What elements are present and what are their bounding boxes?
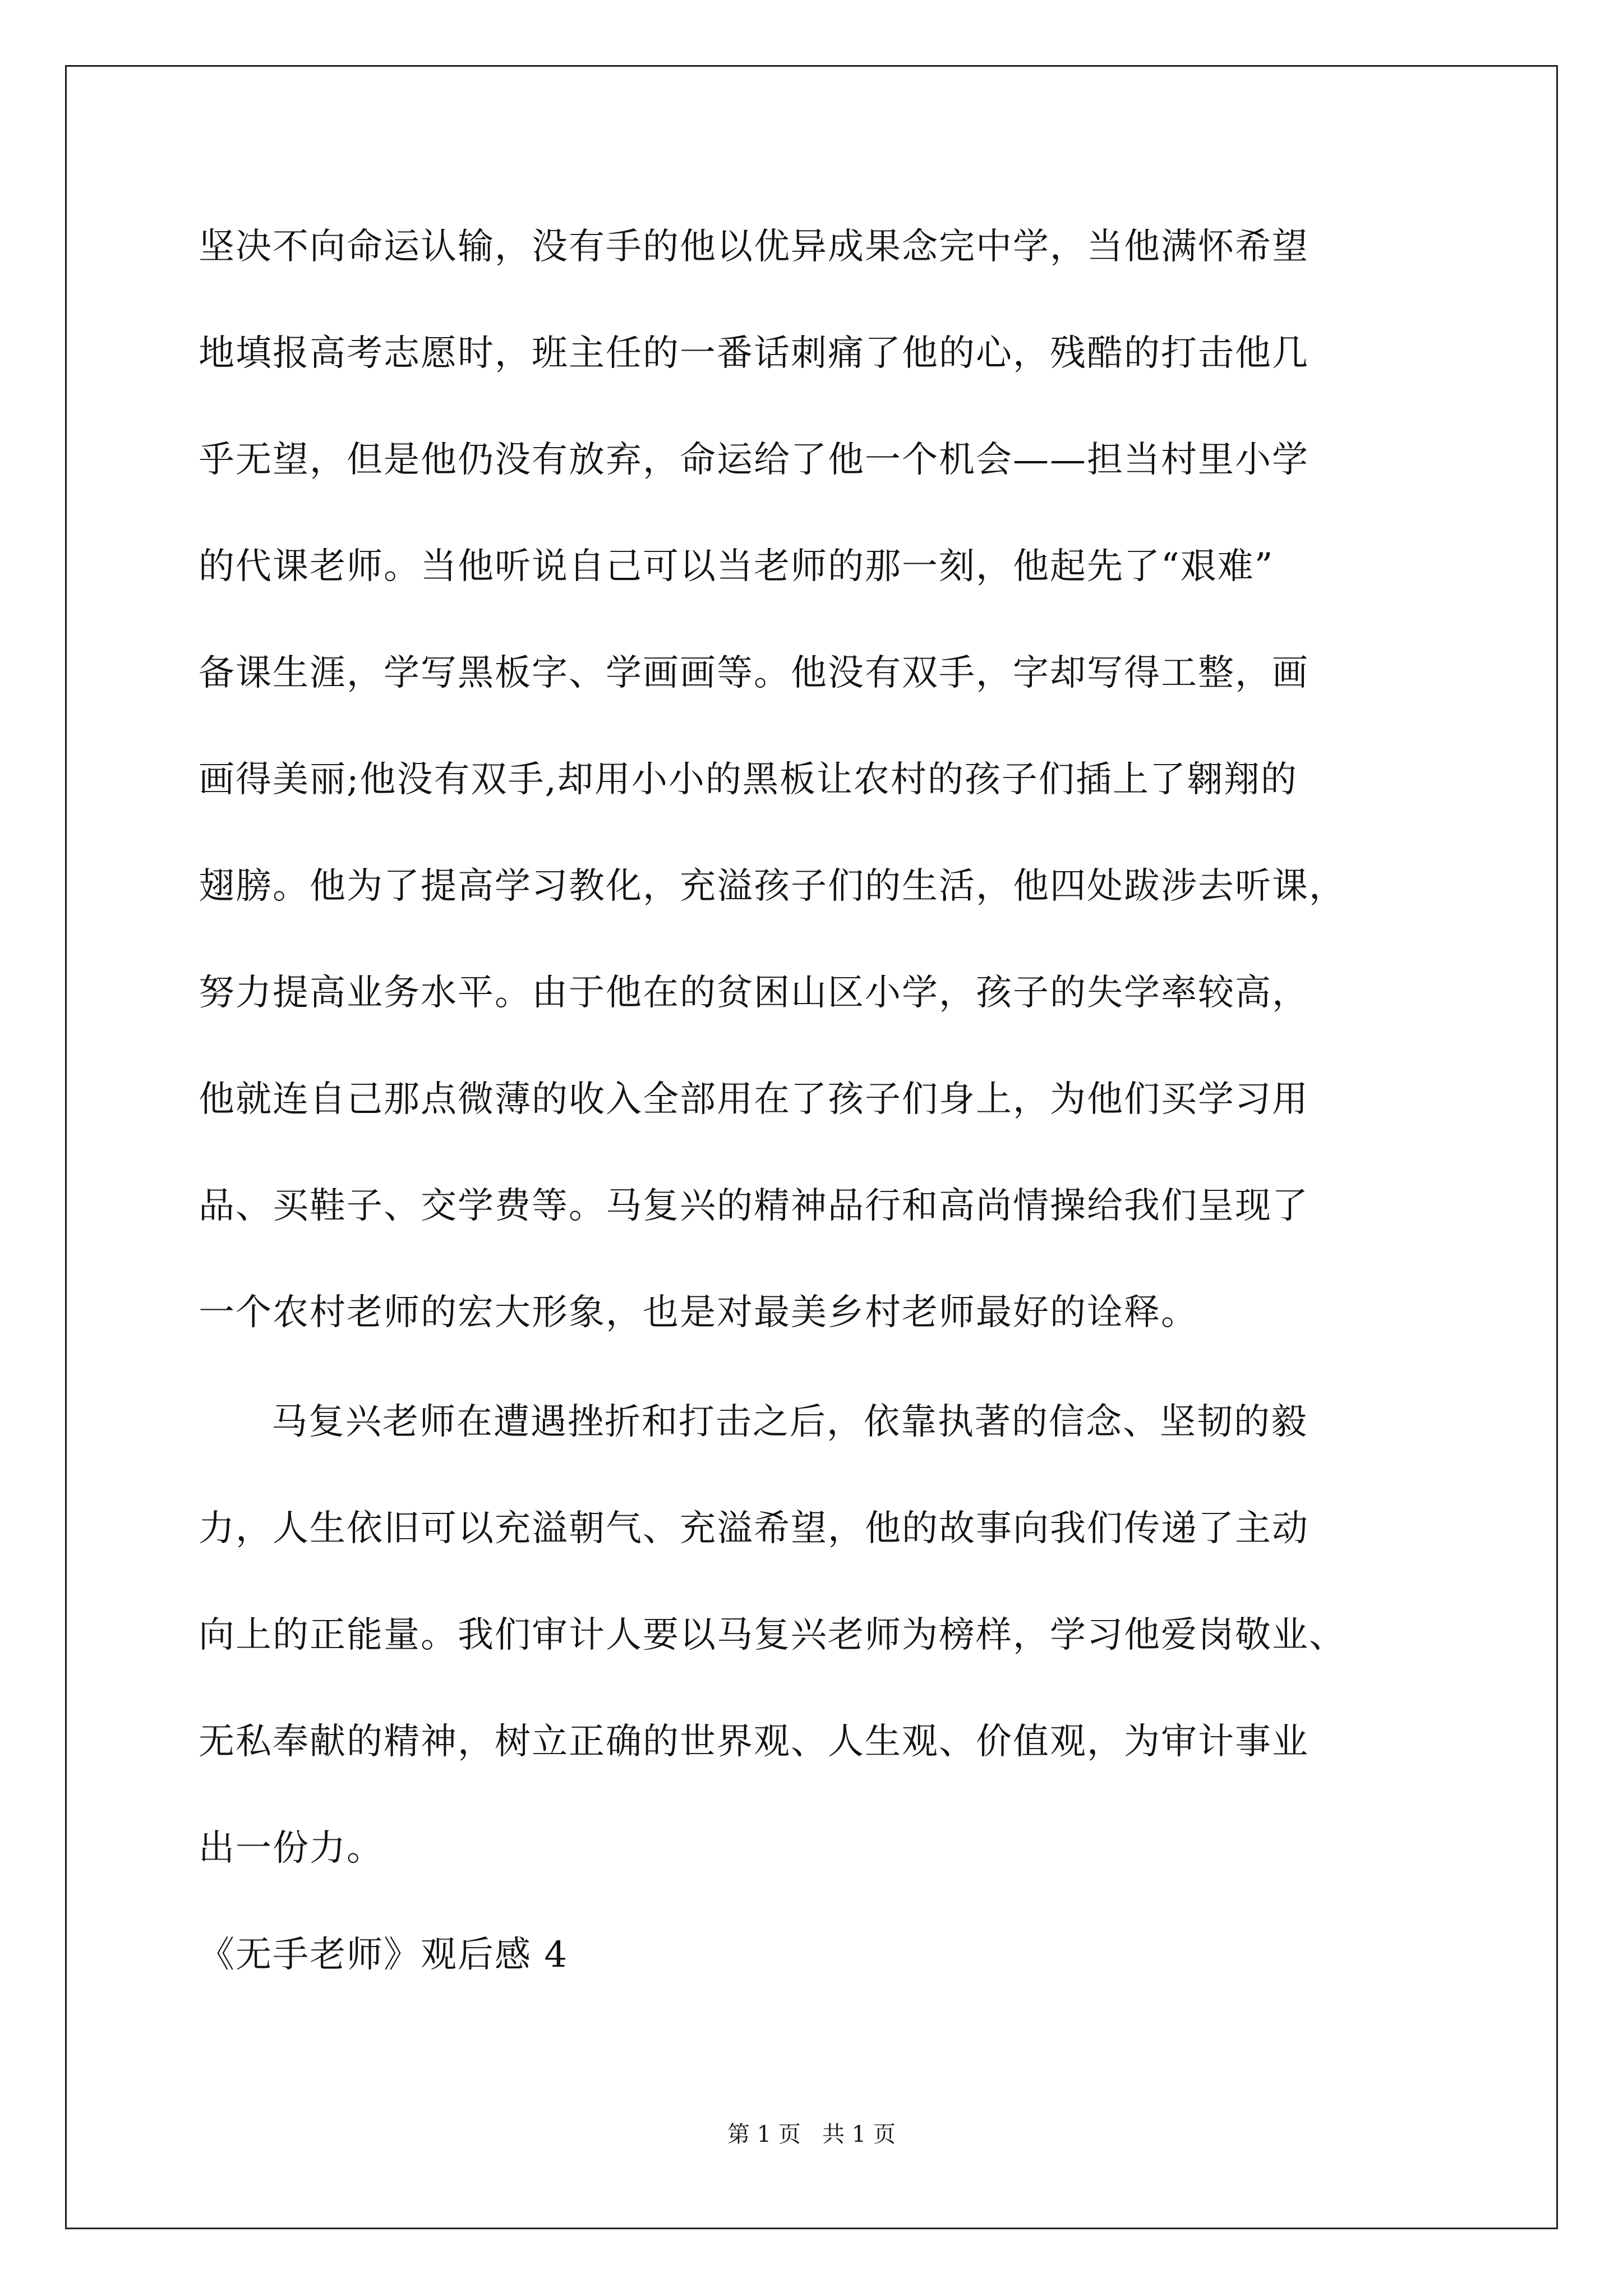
- body-line-8: 努力提高业务水平。由于他在的贫困山区小学，孩子的失学率较高，: [199, 972, 1309, 1014]
- body-line-7: 翅膀。他为了提高学习教化，充溢孩子们的生活，他四处跋涉去听课，: [199, 866, 1346, 907]
- body-line-5: 备课生涯，学写黑板字、学画画等。他没有双手，字却写得工整，画: [199, 652, 1309, 694]
- body-line-3: 乎无望，但是他仍没有放弃，命运给了他一个机会——担当村里小学: [199, 439, 1309, 481]
- body-line-16: 出一份力。: [199, 1828, 384, 1869]
- body-line-4: 的代课老师。当他听说自己可以当老师的那一刻，他起先了“艰难”: [199, 546, 1274, 587]
- body-line-9: 他就连自己那点微薄的收入全部用在了孩子们身上，为他们买学习用: [199, 1079, 1309, 1120]
- page-border: [65, 65, 1558, 2229]
- body-line-1: 坚决不向命运认输，没有手的他以优异成果念完中学，当他满怀希望: [199, 226, 1309, 268]
- body-line-2: 地填报高考志愿时，班主任的一番话刺痛了他的心，残酷的打击他几: [199, 333, 1309, 374]
- body-line-10: 品、买鞋子、交学费等。马复兴的精神品行和高尚情操给我们呈现了: [199, 1185, 1309, 1227]
- body-line-13: 力，人生依旧可以充溢朝气、充溢希望，他的故事向我们传递了主动: [199, 1508, 1309, 1549]
- section-heading: 《无手老师》观后感 4: [199, 1934, 569, 1976]
- body-line-14: 向上的正能量。我们审计人要以马复兴老师为榜样，学习他爱岗敬业、: [199, 1614, 1346, 1656]
- body-line-11: 一个农村老师的宏大形象，也是对最美乡村老师最好的诠释。: [199, 1292, 1198, 1333]
- body-line-6: 画得美丽;他没有双手,却用小小的黑板让农村的孩子们插上了翱翔的: [199, 759, 1298, 800]
- body-line-12: 马复兴老师在遭遇挫折和打击之后，依靠执著的信念、坚韧的毅: [271, 1401, 1308, 1443]
- page-footer: 第 1 页 共 1 页: [727, 2122, 896, 2147]
- body-line-15: 无私奉献的精神，树立正确的世界观、人生观、价值观，为审计事业: [199, 1721, 1309, 1763]
